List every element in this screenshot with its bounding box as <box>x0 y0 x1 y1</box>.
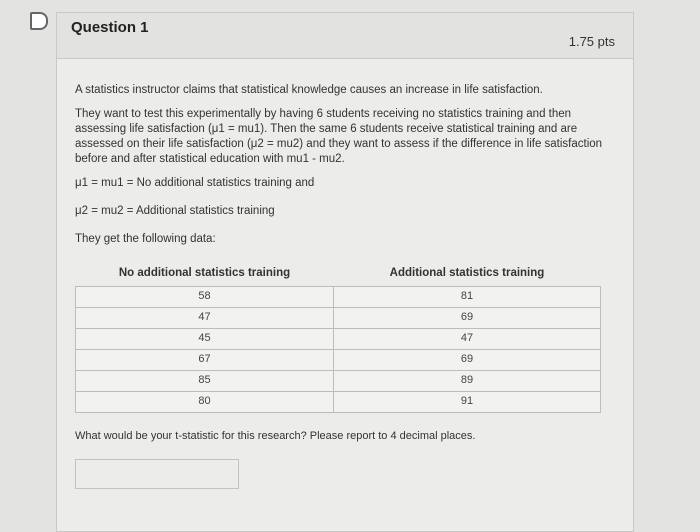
question-body <box>57 59 633 442</box>
data-table <box>75 262 601 413</box>
question-title: Question 1 <box>71 19 149 36</box>
mu1-definition: μ1 = mu1 = No additional statistics training and <box>75 177 315 189</box>
col1-header: No additional statistics training <box>76 262 334 286</box>
cell-no-training: 45 <box>76 328 334 349</box>
table-row <box>76 370 601 391</box>
cell-no-training: 67 <box>76 349 334 370</box>
data-intro: They get the following data: <box>75 233 216 245</box>
cell-training: 89 <box>334 370 601 391</box>
cell-training: 91 <box>334 391 601 412</box>
mu2-definition: μ2 = mu2 = Additional statistics training <box>75 205 275 217</box>
question-design: They want to test this experimentally by having 6 students receiving no statistics training and then assessing life satisfaction (μ1 = mu1). Then the same 6 students receive statistical training and are assessed on their life satisfaction (μ2 = mu2) and they want to assess if the difference in life satisfaction before and after statistical education with mu1 - mu2. <box>75 108 603 165</box>
table-row <box>76 328 601 349</box>
question-prompt: What would be your t-statistic for this research? Please report to 4 decimal places. <box>75 430 476 442</box>
answer-input[interactable] <box>75 459 239 489</box>
question-header <box>57 13 633 59</box>
flag-question-icon[interactable] <box>30 12 48 30</box>
cell-training: 69 <box>334 349 601 370</box>
col2-header: Additional statistics training <box>334 262 601 286</box>
cell-training: 69 <box>334 307 601 328</box>
table-header-row <box>76 262 601 286</box>
cell-training: 81 <box>334 286 601 307</box>
cell-no-training: 58 <box>76 286 334 307</box>
question-points: 1.75 pts <box>568 34 615 49</box>
table-row <box>76 307 601 328</box>
question-card <box>56 12 634 532</box>
table-row <box>76 349 601 370</box>
question-claim: A statistics instructor claims that statistical knowledge causes an increase in life satisfaction. <box>75 84 543 96</box>
table-row <box>76 391 601 412</box>
cell-no-training: 47 <box>76 307 334 328</box>
cell-no-training: 80 <box>76 391 334 412</box>
cell-no-training: 85 <box>76 370 334 391</box>
table-row <box>76 286 601 307</box>
cell-training: 47 <box>334 328 601 349</box>
